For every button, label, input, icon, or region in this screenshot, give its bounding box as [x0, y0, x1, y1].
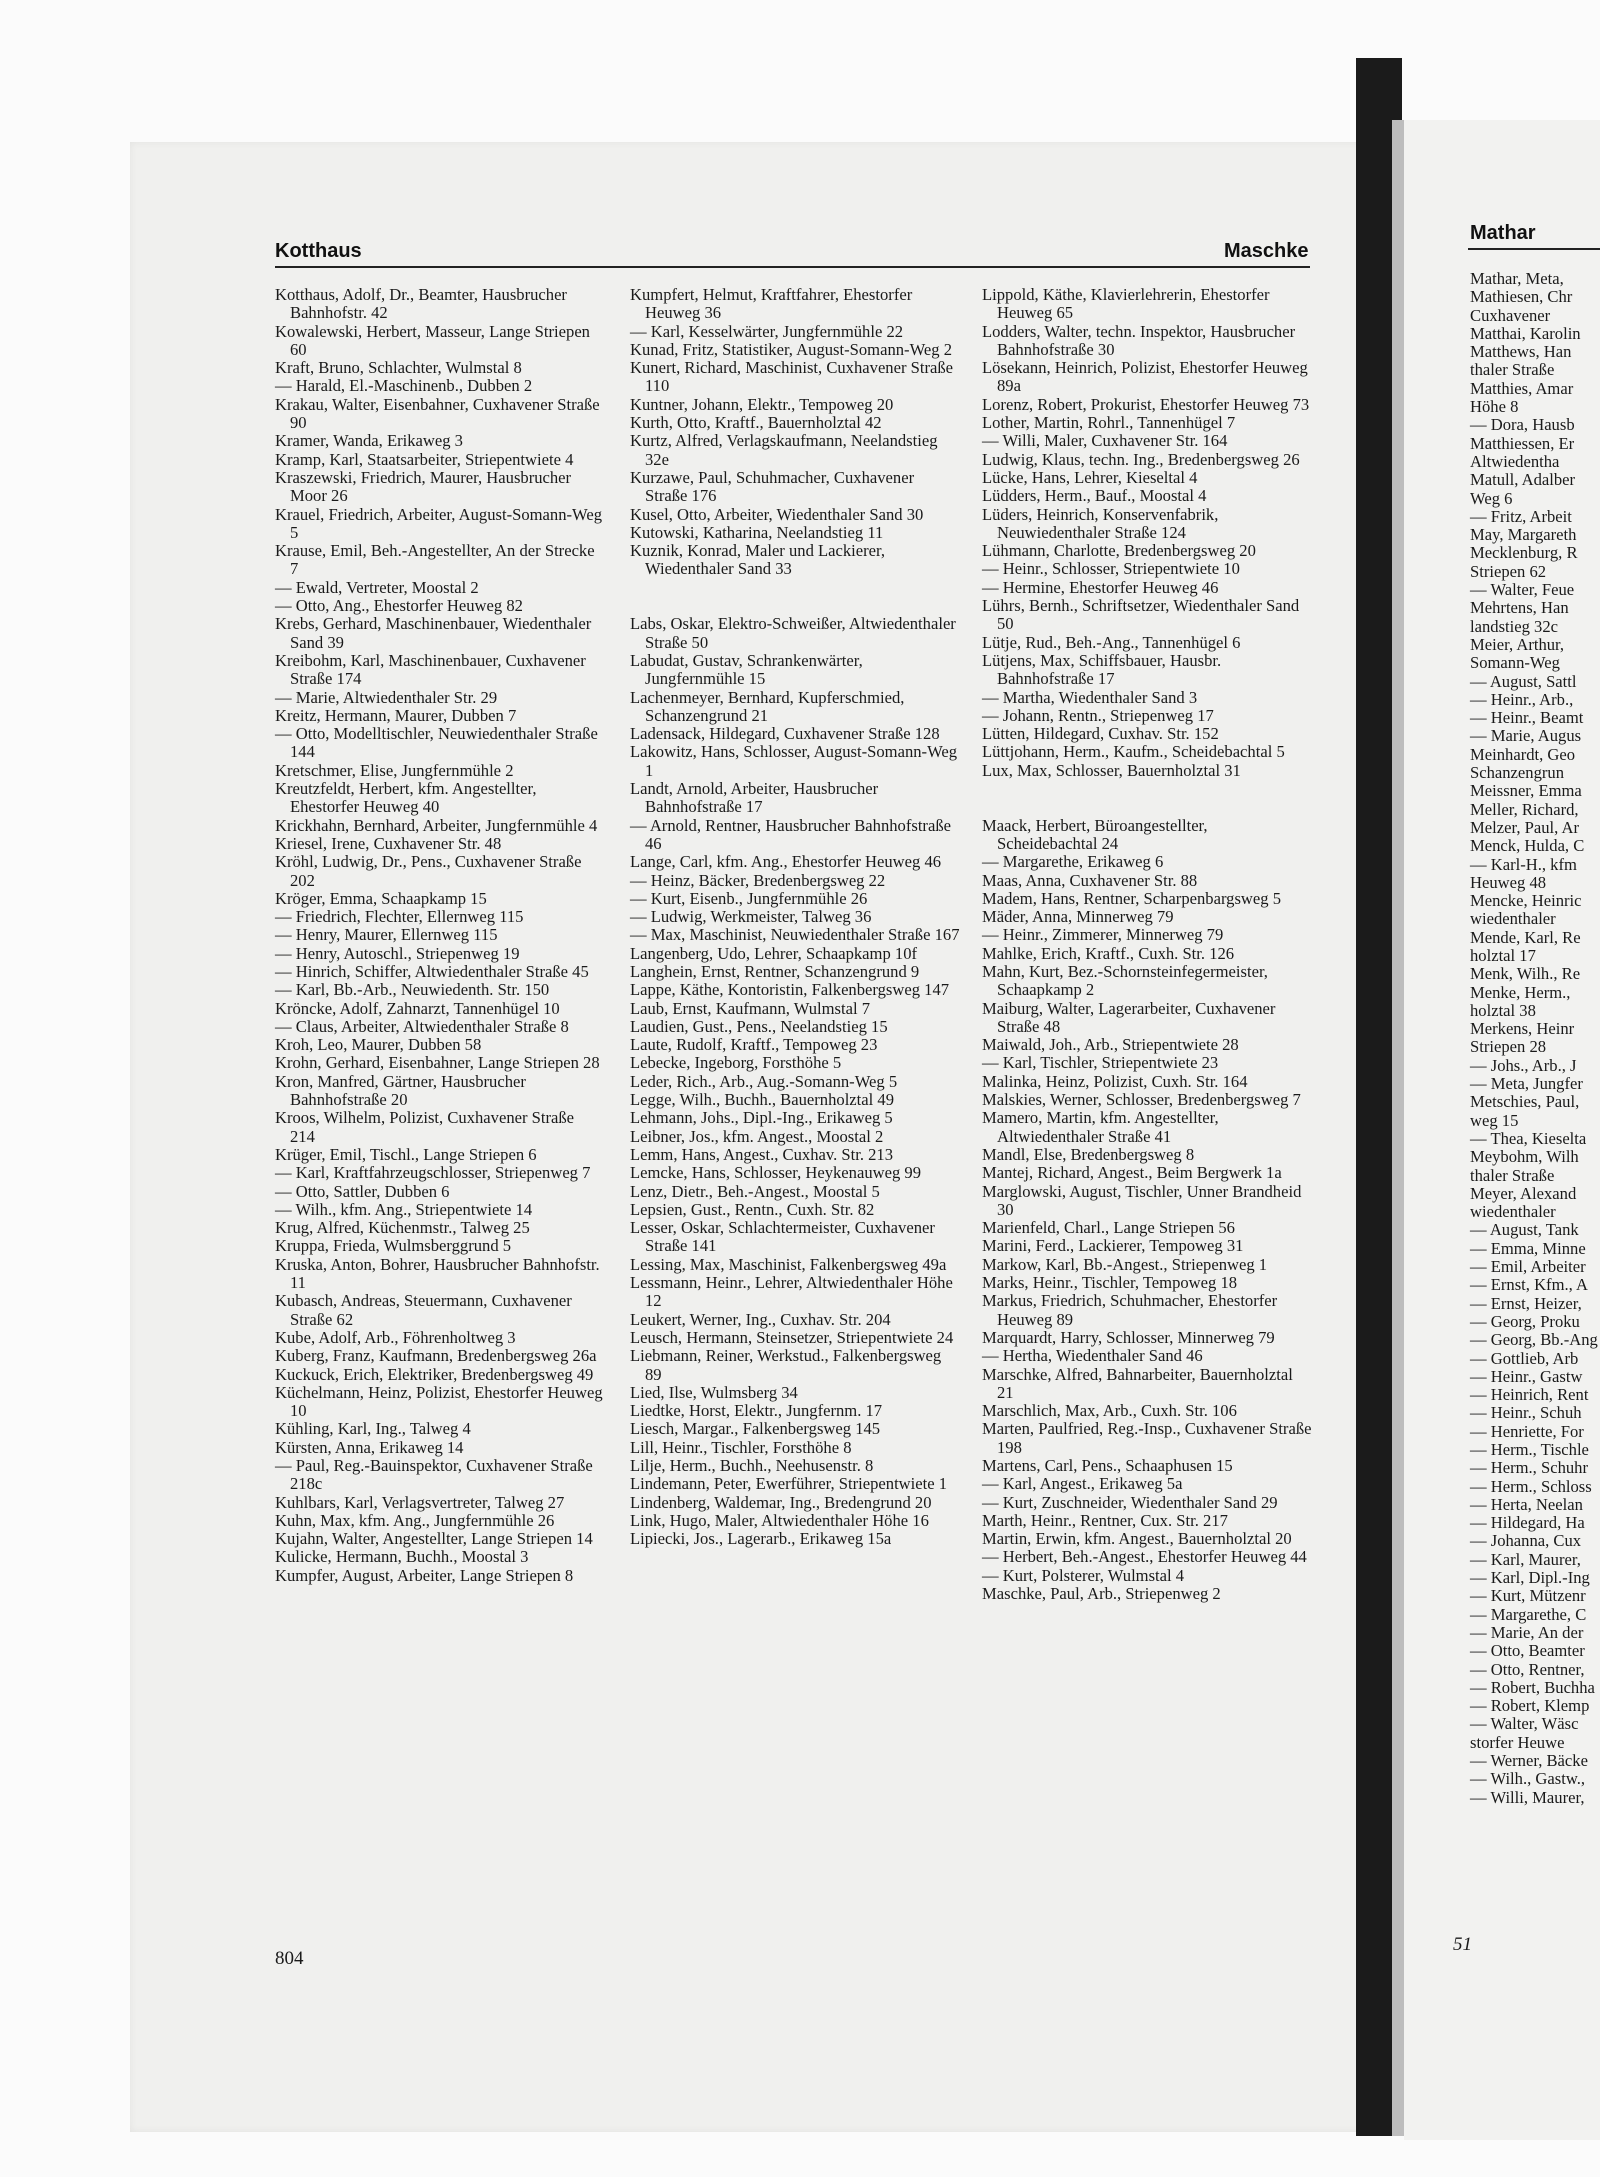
directory-entry: — Karl, Tischler, Striepentwiete 23 [982, 1053, 1219, 1073]
directory-entry: Kurtz, Alfred, Verlagskaufmann, Neelandstieg 32e [630, 431, 938, 469]
directory-entry: — Robert, Buchha [1470, 1677, 1595, 1697]
directory-entry: Kreibohm, Karl, Maschinenbauer, Cuxhavener Straße 174 [275, 650, 586, 689]
directory-entry: Krakau, Walter, Eisenbahner, Cuxhavener Straße 90 [275, 394, 600, 433]
directory-entry: Merkens, Heinr [1470, 1019, 1575, 1039]
directory-entry: Lange, Carl, kfm. Ang., Ehestorfer Heuweg 46 [630, 852, 942, 872]
directory-entry: Link, Hugo, Maler, Altwiedenthaler Höhe 16 [630, 1510, 929, 1530]
directory-entry: Marglowski, August, Tischler, Unner Brandheid 30 [982, 1181, 1302, 1219]
directory-entry: Laudien, Gust., Pens., Neelandstieg 15 [630, 1016, 888, 1036]
directory-entry: Martens, Carl, Pens., Schaaphusen 15 [982, 1456, 1233, 1475]
directory-entry: — Henry, Autoschl., Striepenweg 19 [275, 943, 520, 963]
directory-entry: Lodders, Walter, techn. Inspektor, Hausbrucher Bahnhofstraße 30 [982, 321, 1296, 359]
page-number-left: 804 [275, 1948, 304, 1969]
directory-entry: — August, Sattl [1470, 671, 1577, 691]
directory-entry: Lenz, Dietr., Beh.-Angest., Moostal 5 [630, 1181, 880, 1201]
directory-entry: Liedtke, Horst, Elektr., Jungfernm. 17 [630, 1401, 883, 1421]
directory-entry: — Karl, Maurer, [1470, 1549, 1581, 1569]
directory-entry: Kraszewski, Friedrich, Maurer, Hausbrucher Moor 26 [275, 467, 572, 506]
directory-entry: Lied, Ilse, Wulmsberg 34 [630, 1382, 798, 1402]
directory-entry: Marschlich, Max, Arb., Cuxh. Str. 106 [982, 1401, 1237, 1421]
directory-entry: holztal 38 [1470, 1000, 1536, 1020]
directory-entry: — Herm., Schuhr [1470, 1458, 1588, 1478]
directory-entry: Kuckuck, Erich, Elektriker, Bredenbergsweg 49 [275, 1364, 594, 1384]
directory-column-2 [630, 286, 960, 1548]
directory-entry: — Otto, Modelltischler, Neuwiedenthaler Straße 144 [275, 724, 598, 762]
directory-entry: Kürsten, Anna, Erikaweg 14 [275, 1437, 464, 1457]
directory-entry: — Hertha, Wiedenthaler Sand 46 [982, 1346, 1203, 1366]
directory-entry: Maas, Anna, Cuxhavener Str. 88 [982, 870, 1198, 890]
directory-entry: Kotthaus, Adolf, Dr., Beamter, Hausbrucher Bahnhofstr. 42 [275, 285, 567, 323]
directory-entry: Mantej, Richard, Angest., Beim Bergwerk 1a [982, 1163, 1282, 1183]
directory-entry: — Heinr., Arb., [1470, 689, 1574, 709]
directory-entry: Lindemann, Peter, Ewerführer, Striepentwiete 1 [630, 1474, 948, 1494]
directory-entry: Marquardt, Harry, Schlosser, Minnerweg 79 [982, 1327, 1275, 1347]
directory-entry: — Georg, Bb.-Ang [1470, 1330, 1598, 1350]
directory-entry: Marks, Heinr., Tischler, Tempoweg 18 [982, 1273, 1238, 1293]
directory-entry: Krüger, Emil, Tischl., Lange Striepen 6 [275, 1144, 537, 1164]
directory-entry: — Harald, El.-Maschinenb., Dubben 2 [275, 376, 533, 396]
directory-entry: Kruska, Anton, Bohrer, Hausbrucher Bahnhofstr. 11 [275, 1254, 600, 1293]
directory-entry: Lütten, Hildegard, Cuxhav. Str. 152 [982, 724, 1219, 744]
directory-entry: Labudat, Gustav, Schrankenwärter, Jungfernmühle 15 [630, 650, 863, 689]
directory-entry: Leibner, Jos., kfm. Angest., Moostal 2 [630, 1126, 884, 1146]
directory-entry: — Heinrich, Rent [1470, 1385, 1589, 1405]
directory-entry: Kröhl, Ludwig, Dr., Pens., Cuxhavener Straße 202 [275, 852, 582, 890]
directory-entry: — Herta, Neelan [1470, 1494, 1583, 1514]
directory-entry: Kröger, Emma, Schaapkamp 15 [275, 888, 487, 908]
directory-entry: — Hinrich, Schiffer, Altwiedenthaler Straße 45 [275, 961, 589, 981]
directory-entry: — Ernst, Kfm., A [1470, 1275, 1588, 1295]
directory-entry: Matthies, Amar [1470, 378, 1574, 398]
directory-entry: Lill, Heinr., Tischler, Forsthöhe 8 [630, 1437, 852, 1457]
directory-entry: Lemcke, Hans, Schlosser, Heykenauweg 99 [630, 1163, 922, 1183]
directory-entry: Kreitz, Hermann, Maurer, Dubben 7 [275, 705, 517, 725]
directory-entry: — Friedrich, Flechter, Ellernweg 115 [275, 907, 524, 927]
directory-entry: — Karl, Kesselwärter, Jungfernmühle 22 [630, 321, 904, 341]
directory-entry: — Meta, Jungfer [1470, 1074, 1583, 1094]
directory-entry: — Herbert, Beh.-Angest., Ehestorfer Heuweg 44 [982, 1547, 1307, 1567]
directory-entry: Kowalewski, Herbert, Masseur, Lange Striepen 60 [275, 321, 590, 359]
directory-entry: Mahn, Kurt, Bez.-Schornsteinfegermeister, Schaapkamp 2 [982, 961, 1268, 1000]
section-gap [982, 798, 1312, 816]
directory-entry: Kumpfert, Helmut, Kraftfahrer, Ehestorfer Heuweg 36 [630, 285, 913, 323]
directory-entry: Lösekann, Heinrich, Polizist, Ehestorfer Heuweg 89a [982, 358, 1308, 396]
directory-entry: Legge, Wilh., Buchh., Bauernholztal 49 [630, 1090, 895, 1110]
directory-entry: — Heinr., Beamt [1470, 708, 1584, 728]
directory-entry: Maiwald, Joh., Arb., Striepentwiete 28 [982, 1035, 1239, 1055]
directory-entry: Mende, Karl, Re [1470, 927, 1581, 947]
directory-entry: Kreutzfeldt, Herbert, kfm. Angestellter, Ehestorfer Heuweg 40 [275, 779, 537, 817]
directory-entry: Kröncke, Adolf, Zahnarzt, Tannenhügel 10 [275, 998, 560, 1018]
directory-entry: — Ernst, Heizer, [1470, 1293, 1582, 1313]
directory-entry: Kramer, Wanda, Erikaweg 3 [275, 431, 463, 451]
directory-entry: Ludwig, Klaus, techn. Ing., Bredenbergsweg 26 [982, 449, 1300, 469]
directory-entry: Martin, Erwin, kfm. Angest., Bauernholztal 20 [982, 1529, 1292, 1549]
directory-entry: Meier, Arthur, [1470, 634, 1565, 654]
directory-entry: Lemm, Hans, Angest., Cuxhav. Str. 213 [630, 1144, 894, 1164]
directory-entry: Mathar, Meta, [1470, 269, 1564, 288]
directory-entry: — Heinr., Gastw [1470, 1366, 1583, 1386]
directory-entry: — Claus, Arbeiter, Altwiedenthaler Straße 8 [275, 1016, 569, 1036]
directory-entry: Laub, Ernst, Kaufmann, Wulmstal 7 [630, 998, 871, 1018]
directory-entry: — Emma, Minne [1470, 1238, 1586, 1258]
directory-entry: — Herm., Schloss [1470, 1476, 1592, 1496]
directory-entry: Kroh, Leo, Maurer, Dubben 58 [275, 1035, 482, 1055]
page-number-right: 51 [1453, 1934, 1472, 1955]
directory-entry: — Gottlieb, Arb [1470, 1348, 1579, 1368]
directory-entry: May, Margareth [1470, 525, 1577, 545]
directory-entry: Weg 6 [1470, 488, 1513, 508]
directory-entry: Mamero, Martin, kfm. Angestellter, Altwiedenthaler Straße 41 [982, 1108, 1219, 1146]
directory-entry: — Paul, Reg.-Bauinspektor, Cuxhavener Straße 218c [275, 1456, 593, 1494]
directory-entry: Kraft, Bruno, Schlachter, Wulmstal 8 [275, 358, 522, 378]
directory-entry: — Henriette, For [1470, 1421, 1584, 1441]
directory-entry: — Margarethe, C [1470, 1604, 1587, 1624]
directory-entry: — Karl, Angest., Erikaweg 5a [982, 1474, 1183, 1494]
directory-entry: Liesch, Margar., Falkenbergsweg 145 [630, 1419, 881, 1439]
directory-entry: — Karl, Bb.-Arb., Neuwiedenth. Str. 150 [275, 980, 550, 1000]
directory-entry: Kron, Manfred, Gärtner, Hausbrucher Bahnhofstraße 20 [275, 1071, 526, 1110]
header-rule-right [1468, 248, 1600, 250]
header-rule-left [275, 266, 1310, 268]
directory-entry: Lippold, Käthe, Klavierlehrerin, Ehestorfer Heuweg 65 [982, 285, 1270, 323]
directory-entry: Menke, Herm., [1470, 982, 1571, 1002]
directory-column-3 [982, 286, 1312, 1603]
directory-entry: Kuberg, Franz, Kaufmann, Bredenbergsweg 26a [275, 1346, 597, 1366]
directory-entry: Mandl, Else, Bredenbergsweg 8 [982, 1144, 1195, 1164]
directory-entry: Lilje, Herm., Buchh., Neehusenstr. 8 [630, 1456, 874, 1475]
section-gap [982, 780, 1312, 798]
directory-entry: Matthai, Karolin [1470, 323, 1581, 343]
directory-entry: Lüttjohann, Herm., Kaufm., Scheidebachtal 5 [982, 742, 1285, 762]
directory-entry: Lüders, Heinrich, Konservenfabrik, Neuwiedenthaler Straße 124 [982, 504, 1219, 542]
directory-entry: Labs, Oskar, Elektro-Schweißer, Altwiedenthaler Straße 50 [630, 614, 956, 652]
directory-column-1 [275, 286, 603, 1585]
directory-entry: Madem, Hans, Rentner, Scharpenbargsweg 5 [982, 888, 1282, 908]
directory-entry: Krause, Emil, Beh.-Angestellter, An der Strecke 7 [275, 541, 595, 579]
directory-entry: — Kurt, Zuschneider, Wiedenthaler Sand 29 [982, 1492, 1278, 1512]
directory-entry: Lebecke, Ingeborg, Forsthöhe 5 [630, 1053, 842, 1073]
directory-entry: Leder, Rich., Arb., Aug.-Somann-Weg 5 [630, 1071, 898, 1091]
directory-entry: — Ewald, Vertreter, Moostal 2 [275, 577, 479, 597]
directory-entry: — Max, Maschinist, Neuwiedenthaler Straße 167 [630, 925, 960, 945]
directory-entry: — August, Tank [1470, 1220, 1579, 1240]
directory-entry: Lüdders, Herm., Bauf., Moostal 4 [982, 486, 1207, 506]
directory-entry: Metschies, Paul, [1470, 1092, 1580, 1112]
directory-entry: — Johs., Arb., J [1470, 1055, 1577, 1075]
directory-entry: Lorenz, Robert, Prokurist, Ehestorfer Heuweg 73 [982, 394, 1310, 414]
directory-entry: Kumpfer, August, Arbeiter, Lange Striepen 8 [275, 1565, 574, 1585]
directory-entry: — Heinr., Zimmerer, Minnerweg 79 [982, 925, 1224, 945]
directory-entry: Lessing, Max, Maschinist, Falkenbergsweg 49a [630, 1254, 947, 1274]
directory-entry: Somann-Weg [1470, 653, 1560, 673]
directory-entry: Lux, Max, Schlosser, Bauernholztal 31 [982, 760, 1241, 780]
directory-entry: — Otto, Beamter [1470, 1641, 1585, 1661]
directory-entry: Maiburg, Walter, Lagerarbeiter, Cuxhavener Straße 48 [982, 998, 1276, 1036]
directory-entry: — Otto, Rentner, [1470, 1659, 1585, 1679]
directory-entry: Lakowitz, Hans, Schlosser, August-Somann-Weg 1 [630, 742, 958, 780]
directory-entry: — Marie, Altwiedenthaler Str. 29 [275, 687, 498, 707]
directory-entry: Liebmann, Reiner, Werkstud., Falkenbergsweg 89 [630, 1346, 942, 1384]
directory-entry: Langhein, Ernst, Rentner, Schanzengrund 9 [630, 961, 920, 981]
directory-entry: — Heinr., Schuh [1470, 1403, 1582, 1423]
directory-entry: Kriesel, Irene, Cuxhavener Str. 48 [275, 833, 502, 853]
directory-entry: Krauel, Friedrich, Arbeiter, August-Somann-Weg 5 [275, 504, 603, 542]
directory-column-4 [1470, 270, 1600, 1807]
directory-entry: Küchelmann, Heinz, Polizist, Ehestorfer Heuweg 10 [275, 1382, 603, 1421]
directory-entry: — Kurt, Polsterer, Wulmstal 4 [982, 1565, 1185, 1585]
directory-entry: — Willi, Maurer, [1470, 1787, 1585, 1807]
directory-entry: — Heinr., Schlosser, Striepentwiete 10 [982, 559, 1240, 579]
directory-entry: landstieg 32c [1470, 616, 1559, 636]
directory-entry: Striepen 28 [1470, 1037, 1547, 1057]
directory-entry: Lütjens, Max, Schiffsbauer, Hausbr. Bahnhofstraße 17 [982, 650, 1222, 689]
directory-entry: thaler Straße [1470, 1165, 1555, 1185]
directory-entry: Kunert, Richard, Maschinist, Cuxhavener Straße 110 [630, 358, 954, 396]
directory-entry: wiedenthaler [1470, 909, 1556, 929]
directory-entry: Mencke, Heinric [1470, 891, 1582, 911]
section-gap [630, 579, 960, 597]
directory-entry: Kujahn, Walter, Angestellter, Lange Striepen 14 [275, 1529, 593, 1549]
directory-entry: — Otto, Ang., Ehestorfer Heuweg 82 [275, 596, 523, 616]
directory-entry: Landt, Arnold, Arbeiter, Hausbrucher Bahnhofstraße 17 [630, 779, 879, 817]
directory-entry: — Emil, Arbeiter [1470, 1257, 1586, 1277]
directory-entry: Mecklenburg, R [1470, 543, 1578, 563]
directory-entry: Höhe 8 [1470, 397, 1519, 417]
directory-entry: Mäder, Anna, Minnerweg 79 [982, 907, 1174, 927]
directory-entry: Lachenmeyer, Bernhard, Kupferschmied, Schanzengrund 21 [630, 687, 905, 725]
directory-entry: Kurzawe, Paul, Schuhmacher, Cuxhavener Straße 176 [630, 467, 915, 506]
directory-entry: holztal 17 [1470, 945, 1536, 965]
directory-entry: thaler Straße [1470, 360, 1555, 380]
directory-entry: — Herm., Tischle [1470, 1440, 1589, 1459]
directory-entry: Lehmann, Johs., Dipl.-Ing., Erikaweg 5 [630, 1108, 893, 1128]
directory-entry: Kunad, Fritz, Statistiker, August-Somann-Weg 2 [630, 339, 953, 359]
directory-entry: — Karl-H., kfm [1470, 854, 1577, 874]
directory-entry: Matull, Adalber [1470, 470, 1576, 490]
directory-entry: — Robert, Klemp [1470, 1696, 1590, 1716]
directory-entry: weg 15 [1470, 1110, 1519, 1130]
directory-entry: — Marie, Augus [1470, 726, 1582, 746]
directory-entry: Kuntner, Johann, Elektr., Tempoweg 20 [630, 394, 894, 414]
directory-entry: — Dora, Hausb [1470, 415, 1575, 435]
header-center-word: Maschke [1224, 240, 1309, 262]
directory-entry: — Marie, An der [1470, 1622, 1584, 1642]
directory-entry: Lütje, Rud., Beh.-Ang., Tannenhügel 6 [982, 632, 1241, 652]
directory-entry: Altwiedentha [1470, 451, 1560, 471]
directory-entry: Markus, Friedrich, Schuhmacher, Ehestorfer Heuweg 89 [982, 1291, 1278, 1329]
directory-entry: Kruppa, Frieda, Wulmsberggrund 5 [275, 1236, 512, 1256]
directory-entry: Cuxhavener [1470, 305, 1551, 325]
directory-entry: Marth, Heinr., Rentner, Cux. Str. 217 [982, 1510, 1228, 1530]
directory-entry: Schanzengrun [1470, 763, 1564, 783]
directory-entry: Mehrtens, Han [1470, 598, 1569, 618]
directory-entry: Leusch, Hermann, Steinsetzer, Striepentwiete 24 [630, 1327, 954, 1347]
directory-entry: Striepen 62 [1470, 561, 1547, 581]
directory-entry: Malskies, Werner, Schlosser, Bredenbergsweg 7 [982, 1090, 1301, 1110]
directory-entry: Matthiessen, Er [1470, 433, 1575, 453]
directory-entry: Lipiecki, Jos., Lagerarb., Erikaweg 15a [630, 1529, 892, 1549]
directory-entry: Meinhardt, Geo [1470, 744, 1576, 764]
directory-entry: — Hermine, Ehestorfer Heuweg 46 [982, 577, 1219, 597]
directory-entry: — Karl, Kraftfahrzeugschlosser, Striepenweg 7 [275, 1163, 591, 1183]
directory-entry: Lessmann, Heinr., Lehrer, Altwiedenthaler Höhe 12 [630, 1273, 953, 1311]
directory-entry: Menk, Wilh., Re [1470, 964, 1581, 984]
directory-entry: Marienfeld, Charl., Lange Striepen 56 [982, 1218, 1235, 1238]
directory-entry: — Martha, Wiedenthaler Sand 3 [982, 687, 1198, 707]
directory-entry: Kubasch, Andreas, Steuermann, Cuxhavener Straße 62 [275, 1291, 572, 1329]
directory-entry: Maack, Herbert, Büroangestellter, Scheidebachtal 24 [982, 815, 1208, 853]
directory-entry: — Werner, Bäcke [1470, 1751, 1588, 1771]
header-right-word: Mathar [1470, 222, 1536, 244]
directory-entry: — Ludwig, Werkmeister, Talweg 36 [630, 907, 872, 927]
directory-entry: — Willi, Maler, Cuxhavener Str. 164 [982, 431, 1228, 451]
directory-entry: Marini, Ferd., Lackierer, Tempoweg 31 [982, 1236, 1244, 1256]
directory-entry: Melzer, Paul, Ar [1470, 817, 1580, 837]
directory-entry: — Fritz, Arbeit [1470, 506, 1572, 526]
directory-entry: Kramp, Karl, Staatsarbeiter, Striepentwiete 4 [275, 449, 574, 469]
directory-entry: Krug, Alfred, Küchenmstr., Talweg 25 [275, 1218, 530, 1238]
directory-entry: Mahlke, Erich, Kraftf., Cuxh. Str. 126 [982, 943, 1235, 963]
directory-entry: — Johanna, Cux [1470, 1531, 1582, 1551]
directory-entry: Kroos, Wilhelm, Polizist, Cuxhavener Straße 214 [275, 1108, 575, 1146]
directory-entry: Maschke, Paul, Arb., Striepenweg 2 [982, 1584, 1221, 1604]
directory-entry: Menck, Hulda, C [1470, 836, 1585, 856]
directory-entry: Kulicke, Hermann, Buchh., Moostal 3 [275, 1547, 529, 1567]
directory-entry: — Henry, Maurer, Ellernweg 115 [275, 925, 498, 945]
directory-entry: — Arnold, Rentner, Hausbrucher Bahnhofstraße 46 [630, 815, 951, 853]
directory-entry: — Georg, Proku [1470, 1311, 1580, 1331]
directory-entry: — Margarethe, Erikaweg 6 [982, 852, 1164, 872]
directory-entry: Kube, Adolf, Arb., Föhrenholtweg 3 [275, 1327, 516, 1347]
directory-entry: Markow, Karl, Bb.-Angest., Striepenweg 1 [982, 1254, 1268, 1274]
directory-entry: Kuhn, Max, kfm. Ang., Jungfernmühle 26 [275, 1510, 555, 1530]
directory-entry: — Kurt, Mützenr [1470, 1586, 1586, 1606]
directory-entry: — Heinz, Bäcker, Bredenbergsweg 22 [630, 870, 886, 890]
directory-entry: Lührs, Bernh., Schriftsetzer, Wiedenthaler Sand 50 [982, 596, 1300, 634]
directory-entry: Heuweg 48 [1470, 872, 1547, 892]
directory-entry: Krohn, Gerhard, Eisenbahner, Lange Striepen 28 [275, 1053, 600, 1073]
directory-entry: Krebs, Gerhard, Maschinenbauer, Wiedenthaler Sand 39 [275, 614, 592, 652]
directory-entry: Kuhlbars, Karl, Verlagsvertreter, Talweg 27 [275, 1492, 565, 1512]
directory-entry: — Thea, Kieselta [1470, 1128, 1587, 1148]
directory-entry: Meller, Richard, [1470, 799, 1579, 819]
directory-entry: Kühling, Karl, Ing., Talweg 4 [275, 1419, 471, 1439]
directory-entry: Marten, Paulfried, Reg.-Insp., Cuxhavener Straße 198 [982, 1419, 1312, 1457]
directory-entry: Lühmann, Charlotte, Bredenbergsweg 20 [982, 541, 1256, 561]
directory-entry: — Walter, Wäsc [1470, 1714, 1579, 1734]
directory-entry: Kuznik, Konrad, Maler und Lackierer, Wiedenthaler Sand 33 [630, 541, 886, 579]
directory-entry: Lindenberg, Waldemar, Ing., Bredengrund 20 [630, 1492, 932, 1512]
directory-entry: storfer Heuwe [1470, 1732, 1565, 1752]
directory-entry: Langenberg, Udo, Lehrer, Schaapkamp 10f [630, 943, 918, 963]
directory-entry: Matthews, Han [1470, 342, 1572, 362]
directory-entry: Marschke, Alfred, Bahnarbeiter, Bauernholztal 21 [982, 1364, 1293, 1402]
header-left-word: Kotthaus [275, 240, 362, 262]
directory-entry: wiedenthaler [1470, 1202, 1556, 1222]
directory-entry: — Otto, Sattler, Dubben 6 [275, 1181, 450, 1201]
directory-entry: Kurth, Otto, Kraftf., Bauernholztal 42 [630, 413, 882, 433]
directory-entry: — Wilh., kfm. Ang., Striepentwiete 14 [275, 1199, 533, 1219]
directory-entry: Laute, Rudolf, Kraftf., Tempoweg 23 [630, 1035, 878, 1055]
directory-entry: Meissner, Emma [1470, 781, 1582, 801]
directory-entry: Malinka, Heinz, Polizist, Cuxh. Str. 164 [982, 1071, 1248, 1091]
directory-entry: Kretschmer, Elise, Jungfernmühle 2 [275, 760, 514, 780]
directory-entry: Kutowski, Katharina, Neelandstieg 11 [630, 522, 884, 542]
directory-entry: Meybohm, Wilh [1470, 1147, 1579, 1167]
directory-entry: — Walter, Feue [1470, 580, 1575, 600]
directory-entry: — Karl, Dipl.-Ing [1470, 1568, 1590, 1588]
directory-entry: — Kurt, Eisenb., Jungfernmühle 26 [630, 888, 868, 908]
section-gap [630, 597, 960, 615]
directory-entry: — Johann, Rentn., Striepenweg 17 [982, 705, 1214, 725]
directory-entry: Krickhahn, Bernhard, Arbeiter, Jungfernmühle 4 [275, 815, 598, 835]
directory-entry: Meyer, Alexand [1470, 1183, 1577, 1203]
directory-entry: Lepsien, Gust., Rentn., Cuxh. Str. 82 [630, 1199, 875, 1219]
directory-entry: — Wilh., Gastw., [1470, 1769, 1586, 1789]
directory-entry: — Hildegard, Ha [1470, 1513, 1585, 1533]
directory-entry: Lücke, Hans, Lehrer, Kieseltal 4 [982, 467, 1198, 487]
directory-entry: Lother, Martin, Rohrl., Tannenhügel 7 [982, 413, 1236, 433]
directory-entry: Lesser, Oskar, Schlachtermeister, Cuxhavener Straße 141 [630, 1218, 935, 1256]
directory-entry: Kusel, Otto, Arbeiter, Wiedenthaler Sand 30 [630, 504, 924, 524]
directory-entry: Ladensack, Hildegard, Cuxhavener Straße 128 [630, 724, 940, 744]
directory-entry: Mathiesen, Chr [1470, 287, 1573, 307]
directory-entry: Leukert, Werner, Ing., Cuxhav. Str. 204 [630, 1309, 891, 1329]
directory-entry: Lappe, Käthe, Kontoristin, Falkenbergsweg 147 [630, 980, 950, 1000]
